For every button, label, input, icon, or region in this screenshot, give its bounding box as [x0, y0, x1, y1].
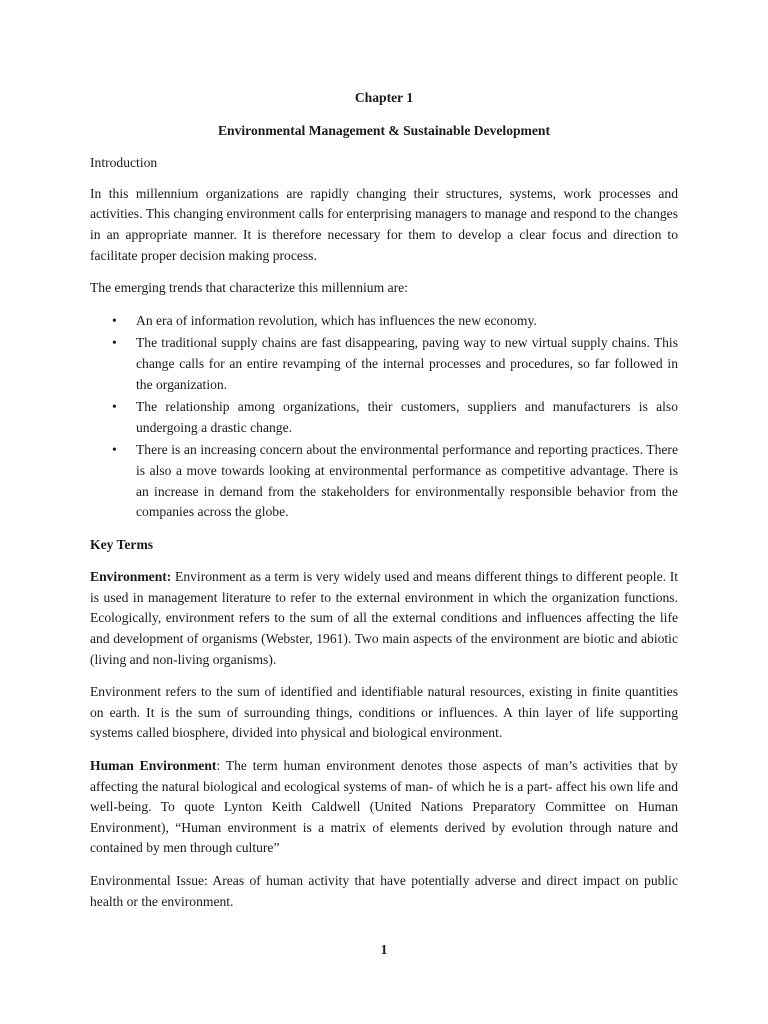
document-page — [90, 88, 678, 924]
environment-definition — [90, 567, 678, 670]
document-title: Environmental Management & Sustainable Development — [217, 122, 551, 138]
environment-term: Environment: — [90, 569, 172, 585]
environment-paragraph-2: Environment refers to the sum of identified and identifiable natural resources, existing in finite quantities on earth. It is the sum of surrounding things, conditions or influences. A thin layer of life supporting systems called biosphere, divided into physical and biological environment. — [90, 684, 678, 741]
chapter-heading: Chapter 1 — [354, 90, 414, 105]
bullet-icon: • — [112, 312, 117, 328]
list-item-text: The traditional supply chains are fast disappearing, paving way to new virtual supply chains. This change calls for an entire revamping of the internal processes and procedures, so far followed in the organization. — [136, 335, 678, 392]
list-item — [90, 397, 678, 438]
list-item-text: The relationship among organizations, their customers, suppliers and manufacturers is also undergoing a drastic change. — [136, 399, 678, 435]
trends-lead-paragraph: The emerging trends that characterize this millennium are: — [90, 280, 408, 296]
list-item-text: There is an increasing concern about the environmental performance and reporting practices. There is also a move towards looking at environmental performance as competitive advantage. There is an increase in demand from the stakeholders for environmentally responsible behavior from the companies across the globe. — [136, 442, 678, 520]
human-environment-term: Human Environment — [90, 758, 217, 774]
bullet-icon: • — [112, 442, 117, 458]
environmental-issue-paragraph: Environmental Issue: Areas of human activity that have potentially adverse and direct impact on public health or the environment. — [90, 873, 678, 909]
environment-definition-text: Environment as a term is very widely used and means different things to different people. It is used in management literature to refer to the external environment in which the organization functions. Ecologically, environment refers to the sum of all the external conditions and influences affecting the life and development of organisms (Webster, 1961). Two main aspects of the environment are biotic and abiotic (living and non-living organisms). — [90, 569, 678, 667]
list-item — [90, 311, 678, 332]
human-environment-definition — [90, 756, 678, 859]
bullet-icon: • — [112, 335, 117, 351]
trends-list — [90, 311, 678, 523]
human-environment-text: : The term human environment denotes those aspects of man’s activities that by affecting the natural biological and ecological systems of man- of which he is a part- affect his own life and well-being. To quote Lynton Keith Caldwell (United Nations Preparatory Committee on Human Environment), “Human environment is a matrix of elements derived by evolution through nature and contained by men through culture” — [90, 758, 678, 856]
list-item — [90, 333, 678, 395]
introduction-heading: Introduction — [90, 155, 158, 171]
list-item-text: An era of information revolution, which has influences the new economy. — [136, 312, 537, 328]
page-number: 1 — [380, 942, 388, 957]
introduction-paragraph: In this millennium organizations are rapidly changing their structures, systems, work processes and activities. This changing environment calls for enterprising managers to manage and respond to the changes in an appropriate manner. It is therefore necessary for them to develop a clear focus and direction to facilitate proper decision making process. — [90, 185, 678, 263]
list-item — [90, 440, 678, 522]
bullet-icon: • — [112, 399, 117, 415]
key-terms-heading: Key Terms — [90, 536, 154, 552]
